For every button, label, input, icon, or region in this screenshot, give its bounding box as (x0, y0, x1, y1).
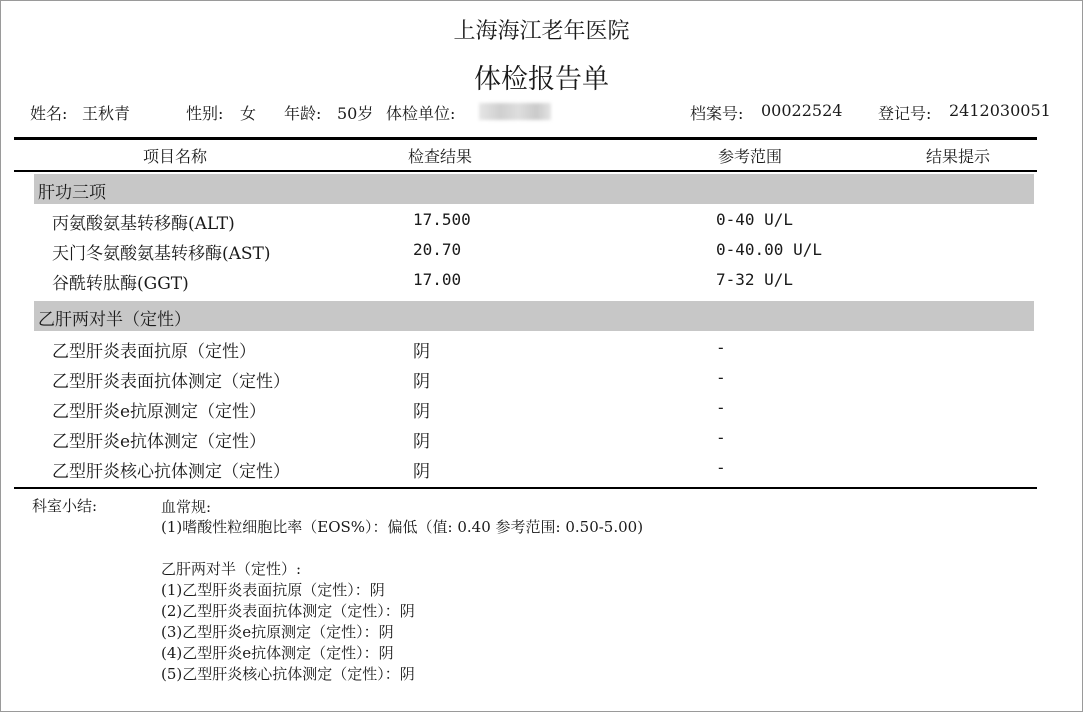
summary-line: (3)乙型肝炎e抗原测定（定性）：阴 (161, 623, 394, 641)
summary-line: (5)乙型肝炎核心抗体测定（定性）：阴 (161, 665, 415, 683)
summary-line: (4)乙型肝炎e抗体测定（定性）：阴 (161, 644, 394, 662)
col-header-item: 项目名称 (142, 147, 207, 166)
table-row-result: 阴 (413, 432, 430, 452)
summary-line: 血常规: (161, 498, 212, 516)
patient-gender: 女 (240, 104, 257, 123)
section-header (34, 301, 1034, 331)
table-row-range: - (716, 368, 726, 387)
table-row-result: 阴 (413, 342, 430, 362)
patient-age: 50岁 (337, 104, 374, 123)
table-row-item: 谷酰转肽酶(GGT) (52, 274, 189, 294)
col-header-result: 检查结果 (407, 147, 472, 166)
table-row-result: 17.00 (413, 270, 462, 289)
section-title: 乙肝两对半（定性） (38, 310, 191, 330)
table-row-item: 丙氨酸氨基转移酶(ALT) (52, 214, 235, 234)
table-row-result: 阴 (413, 372, 430, 392)
table-row-result: 阴 (413, 462, 430, 482)
table-row-item: 乙型肝炎e抗原测定（定性） (52, 402, 267, 422)
file-label: 档案号: (690, 104, 744, 123)
section-header (34, 174, 1034, 204)
patient-name: 王秋青 (82, 104, 131, 123)
table-row-range: 0-40.00 U/L (716, 240, 822, 259)
table-row-result: 17.500 (413, 210, 471, 229)
reg-label: 登记号: (878, 104, 932, 123)
table-row-range: - (716, 458, 726, 477)
table-row-item: 乙型肝炎核心抗体测定（定性） (52, 462, 290, 482)
header-top-rule (14, 137, 1037, 140)
age-label: 年龄: (284, 104, 322, 123)
unit-label: 体检单位: (386, 104, 456, 123)
hospital-name: 上海海江老年医院 (453, 19, 630, 44)
redacted-unit (479, 103, 551, 120)
file-number: 00022524 (761, 101, 843, 120)
col-header-flag: 结果提示 (925, 147, 990, 166)
header-bottom-rule (14, 170, 1037, 172)
section-title: 肝功三项 (38, 183, 106, 203)
table-row-item: 乙型肝炎表面抗原（定性） (52, 342, 256, 362)
table-row-result: 阴 (413, 402, 430, 422)
table-row-item: 乙型肝炎表面抗体测定（定性） (52, 372, 290, 392)
summary-line: (1)嗜酸性粒细胞比率（EOS%）：偏低（值: 0.40 参考范围: 0.50-5.00) (161, 518, 644, 536)
table-row-result: 20.70 (413, 240, 462, 259)
table-row-range: - (716, 338, 726, 357)
table-row-range: 0-40 U/L (716, 210, 794, 229)
table-row-range: - (716, 428, 726, 447)
table-bottom-rule (14, 487, 1037, 489)
table-row-item: 乙型肝炎e抗体测定（定性） (52, 432, 267, 452)
summary-line: 乙肝两对半（定性）: (161, 560, 302, 578)
summary-line: (1)乙型肝炎表面抗原（定性）：阴 (161, 581, 385, 599)
reg-number: 2412030051 (949, 101, 1051, 120)
col-header-range: 参考范围 (717, 147, 782, 166)
table-row-range: - (716, 398, 726, 417)
gender-label: 性别: (186, 104, 224, 123)
summary-line: (2)乙型肝炎表面抗体测定（定性）：阴 (161, 602, 415, 620)
summary-label: 科室小结: (32, 497, 98, 515)
table-row-item: 天门冬氨酸氨基转移酶(AST) (52, 244, 271, 264)
report-title: 体检报告单 (474, 64, 609, 95)
name-label: 姓名: (30, 104, 68, 123)
table-row-range: 7-32 U/L (716, 270, 794, 289)
